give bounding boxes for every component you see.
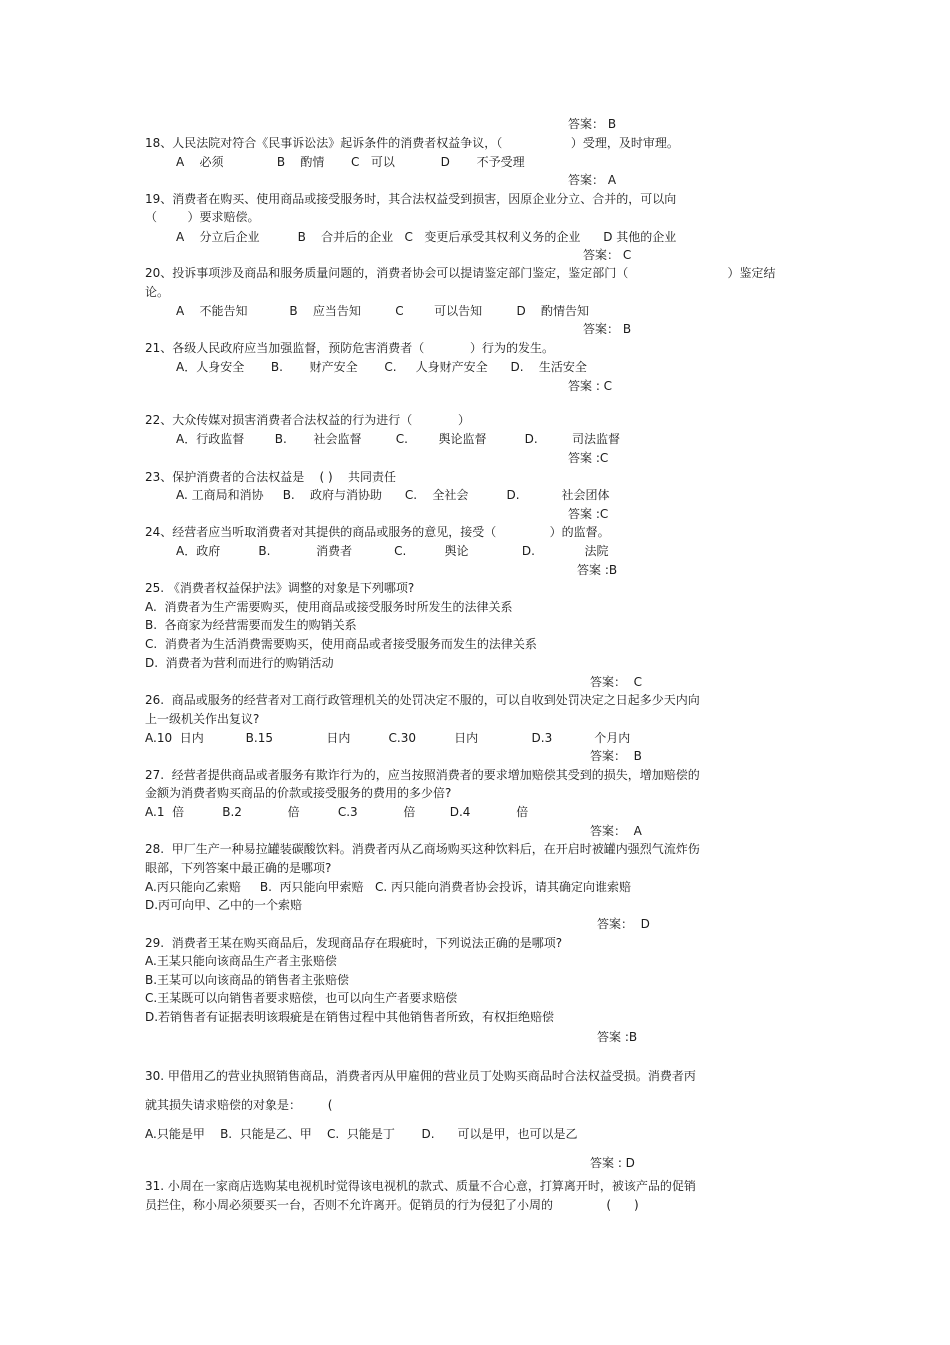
question-30-cont: 就其损失请求赔偿的对象是： ( bbox=[145, 1098, 333, 1112]
options-line: A 不能告知 B 应当告知 C 可以告知 D 酌情告知 bbox=[176, 304, 589, 318]
question-23: 23、保护消费者的合法权益是 ( ) 共同责任 bbox=[145, 470, 396, 484]
options-line: A 必须 B 酌情 C 可以 D 不予受理 bbox=[176, 155, 525, 169]
answer-line: 答案 :C bbox=[568, 451, 609, 465]
question-27: 27. 经营者提供商品或者服务有欺诈行为的，应当按照消费者的要求增加赔偿其受到的损失，增加赔偿的 bbox=[145, 768, 700, 782]
question-21: 21、各级人民政府应当加强监督，预防危害消费者（ ）行为的发生。 bbox=[145, 341, 555, 355]
question-31-cont: 员拦住，称小周必须要买一台，否则不允许离开。促销员的行为侵犯了小周的 ( ) bbox=[145, 1198, 639, 1212]
question-26-cont: 上一级机关作出复议? bbox=[145, 712, 260, 726]
answer-line: 答案 : D bbox=[590, 1156, 635, 1170]
option-b: B.王某可以向该商品的销售者主张赔偿 bbox=[145, 973, 350, 987]
question-20-cont: 论。 bbox=[145, 285, 170, 299]
question-24: 24、经营者应当听取消费者对其提供的商品或服务的意见，接受（ ）的监督。 bbox=[145, 525, 610, 539]
question-27-cont: 金额为消费者购买商品的价款或接受服务的费用的多少倍? bbox=[145, 786, 452, 800]
answer-line: 答案： C bbox=[583, 248, 632, 262]
option-d: D.若销售者有证据表明该瑕疵是在销售过程中其他销售者所致，有权拒绝赔偿 bbox=[145, 1010, 555, 1024]
answer-line: 答案 :B bbox=[577, 563, 618, 577]
options-line: A.只能是甲 B. 只能是乙、甲 C. 只能是丁 D. 可以是甲，也可以是乙 bbox=[145, 1127, 578, 1141]
answer-line: 答案： B bbox=[583, 322, 632, 336]
question-28-cont: 眼部，下列答案中最正确的是哪项? bbox=[145, 861, 332, 875]
answer-line: 答案： B bbox=[568, 117, 617, 131]
answer-line: 答案： C bbox=[590, 675, 643, 689]
question-26: 26. 商品或服务的经营者对工商行政管理机关的处罚决定不服的，可以自收到处罚决定之日起多少天内向 bbox=[145, 693, 700, 707]
answer-line: 答案： A bbox=[568, 173, 617, 187]
options-line: A.1 倍 B.2 倍 C.3 倍 D.4 倍 bbox=[145, 805, 529, 819]
question-30: 30. 甲借用乙的营业执照销售商品，消费者丙从甲雇佣的营业员丁处购买商品时合法权益受损。消费者丙 bbox=[145, 1069, 696, 1083]
question-19: 19、消费者在购买、使用商品或接受服务时，其合法权益受到损害，因原企业分立、合并的，可以向 bbox=[145, 192, 677, 206]
answer-line: 答案： B bbox=[590, 749, 642, 763]
answer-line: 答案 :B bbox=[597, 1030, 638, 1044]
question-28: 28. 甲厂生产一种易拉罐装碳酸饮料。消费者丙从乙商场购买这种饮料后，在开启时被罐内强烈气流炸伤 bbox=[145, 842, 700, 856]
option-c: C. 消费者为生活消费需要购买，使用商品或者接受服务而发生的法律关系 bbox=[145, 637, 537, 651]
question-22: 22、大众传媒对损害消费者合法权益的行为进行（ ） bbox=[145, 413, 471, 427]
option-a: A.王某只能向该商品生产者主张赔偿 bbox=[145, 954, 337, 968]
question-29: 29. 消费者王某在购买商品后，发现商品存在瑕疵时，下列说法正确的是哪项? bbox=[145, 936, 563, 950]
option-d: D. 消费者为营利而进行的购销活动 bbox=[145, 656, 334, 670]
options-line: A．人身安全 B. 财产安全 C. 人身财产安全 D. 生活安全 bbox=[176, 360, 587, 374]
option-c: C.王某既可以向销售者要求赔偿，也可以向生产者要求赔偿 bbox=[145, 991, 458, 1005]
options-line: A.10 日内 B.15 日内 C.30 日内 D.3 个月内 bbox=[145, 731, 631, 745]
question-18: 18、人民法院对符合《民事诉讼法》起诉条件的消费者权益争议，（ ）受理，及时审理。 bbox=[145, 136, 679, 150]
answer-line: 答案： D bbox=[597, 917, 650, 931]
options-line: D.丙可向甲、乙中的一个索赔 bbox=[145, 898, 303, 912]
question-20: 20、投诉事项涉及商品和服务质量问题的，消费者协会可以提请鉴定部门鉴定，鉴定部门（ ）鉴定结 bbox=[145, 266, 776, 280]
options-line: A.丙只能向乙索赔 B. 丙只能向甲索赔 C. 丙只能向消费者协会投诉，请其确定向谁索赔 bbox=[145, 880, 632, 894]
answer-line: 答案 :C bbox=[568, 507, 609, 521]
question-25: 25. 《消费者权益保护法》调整的对象是下列哪项? bbox=[145, 581, 415, 595]
answer-line: 答案： A bbox=[590, 824, 642, 838]
option-a: A. 消费者为生产需要购买，使用商品或接受服务时所发生的法律关系 bbox=[145, 600, 513, 614]
options-line: A. 工商局和消协 B. 政府与消协助 C. 全社会 D. 社会团体 bbox=[176, 488, 610, 502]
option-b: B. 各商家为经营需要而发生的购销关系 bbox=[145, 618, 357, 632]
question-31: 31. 小周在一家商店选购某电视机时觉得该电视机的款式、质量不合心意，打算离开时，被该产品的促销 bbox=[145, 1179, 696, 1193]
options-line: A．政府 B. 消费者 C. 舆论 D. 法院 bbox=[176, 544, 609, 558]
options-line: A 分立后企业 B 合并后的企业 C 变更后承受其权利义务的企业 D 其他的企业 bbox=[176, 230, 677, 244]
question-19-cont: （ ）要求赔偿。 bbox=[145, 210, 260, 224]
answer-line: 答案 : C bbox=[568, 379, 613, 393]
options-line: A．行政监督 B. 社会监督 C. 舆论监督 D. 司法监督 bbox=[176, 432, 621, 446]
